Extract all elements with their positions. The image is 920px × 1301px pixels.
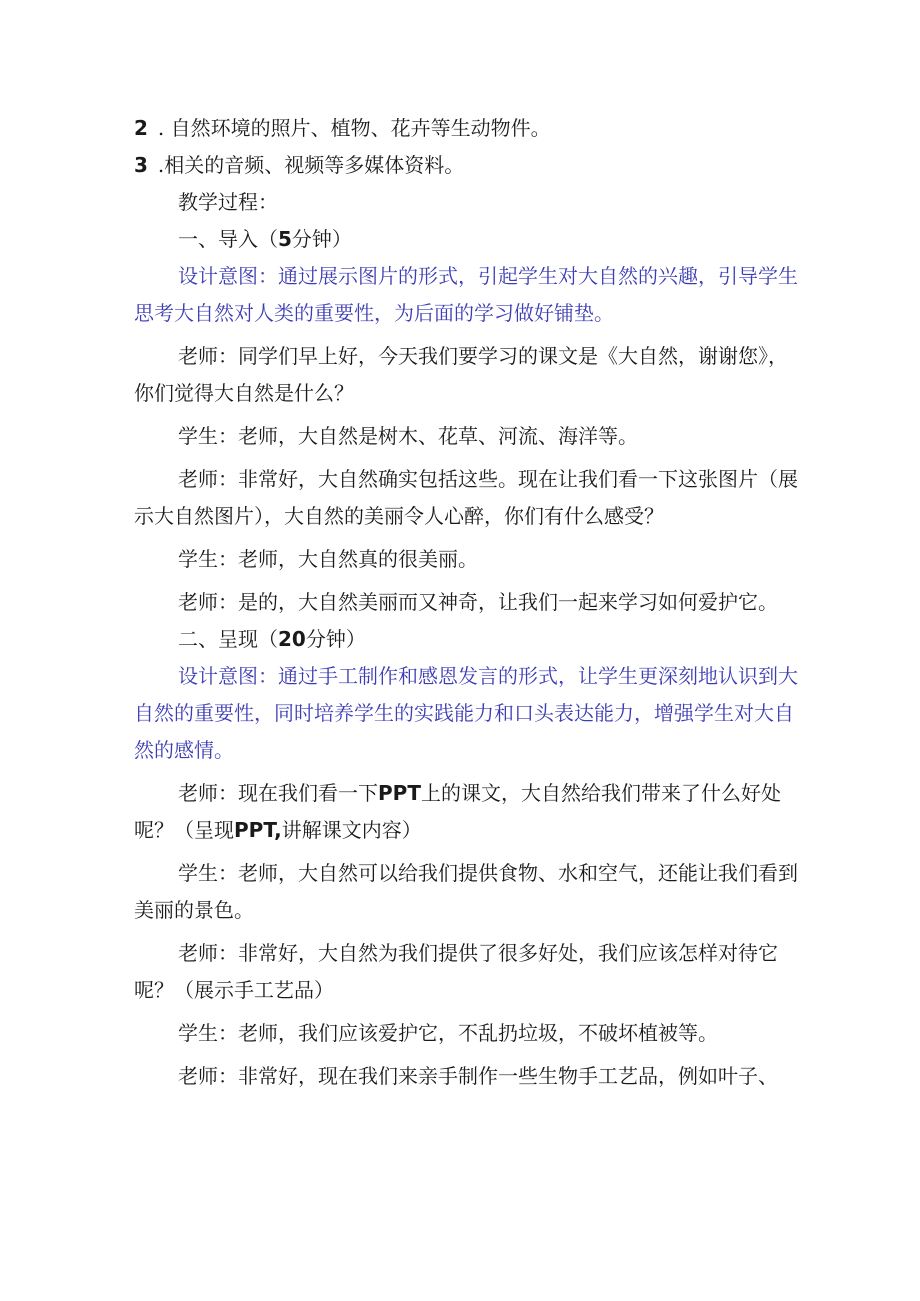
section1-dialogue-2: 学生：老师，大自然是树木、花草、河流、海洋等。 xyxy=(178,424,638,448)
section2-design-intent: 设计意图：通过手工制作和感恩发言的形式，让学生更深刻地认识到大自然的重要性，同时培养学生的实践能力和口头表达能力，增强学生对大自然的感情。 xyxy=(134,664,798,762)
section2-dialogue-2: 学生：老师，大自然可以给我们提供食物、水和空气，还能让我们看到美丽的景色。 xyxy=(134,861,798,922)
dialogue-text: 讲解课文内容） xyxy=(281,818,422,842)
list-number: 2 xyxy=(134,116,148,140)
section1-title-post: 分钟） xyxy=(291,227,352,251)
ppt-term: PPT xyxy=(378,781,421,805)
section2-title-num: 20 xyxy=(278,627,306,651)
section1-design-intent: 设计意图：通过展示图片的形式，引起学生对大自然的兴趣，引导学生思考大自然对人类的重要性，为后面的学习做好铺垫。 xyxy=(134,264,798,325)
ppt-term: PPT, xyxy=(234,818,282,842)
section1-dialogue-5: 老师：是的，大自然美丽而又神奇，让我们一起来学习如何爱护它。 xyxy=(178,590,778,614)
section2-title xyxy=(134,621,800,658)
section1-title-pre: 一、导入（ xyxy=(178,227,278,251)
section2-dialogue-5: 老师：非常好，现在我们来亲手制作一些生物手工艺品，例如叶子、 xyxy=(178,1064,778,1088)
list-text: .相关的音频、视频等多媒体资料。 xyxy=(157,153,465,177)
section2-dialogue-4: 学生：老师，我们应该爱护它，不乱扔垃圾，不破坏植被等。 xyxy=(178,1021,718,1045)
section1-dialogue-3: 老师：非常好，大自然确实包括这些。现在让我们看一下这张图片（展示大自然图片），大自然的美丽令人心醉，你们有什么感受？ xyxy=(134,467,798,528)
material-item-3 xyxy=(134,147,800,184)
section2-dialogue-ppt xyxy=(134,775,800,849)
list-number: 3 xyxy=(134,153,148,177)
dialogue-text: 老师：现在我们看一下 xyxy=(178,781,378,805)
dialogue-text: 上的课文，大自然给我们带来了什么好处呢？（呈现 xyxy=(134,781,781,842)
section2-title-post: 分钟） xyxy=(305,627,366,651)
section1-title-num: 5 xyxy=(278,227,292,251)
material-item-2 xyxy=(134,110,800,147)
section2-title-pre: 二、呈现（ xyxy=(178,627,278,651)
section1-dialogue-1: 老师：同学们早上好，今天我们要学习的课文是《大自然，谢谢您》，你们觉得大自然是什么？ xyxy=(134,344,788,405)
section1-dialogue-4: 学生：老师，大自然真的很美丽。 xyxy=(178,547,478,571)
process-heading: 教学过程： xyxy=(178,190,278,214)
section1-title xyxy=(134,221,800,258)
document-content xyxy=(134,110,800,1095)
section2-dialogue-3: 老师：非常好，大自然为我们提供了很多好处，我们应该怎样对待它呢？（展示手工艺品） xyxy=(134,941,778,1002)
list-text: . 自然环境的照片、植物、花卉等生动物件。 xyxy=(157,116,551,140)
